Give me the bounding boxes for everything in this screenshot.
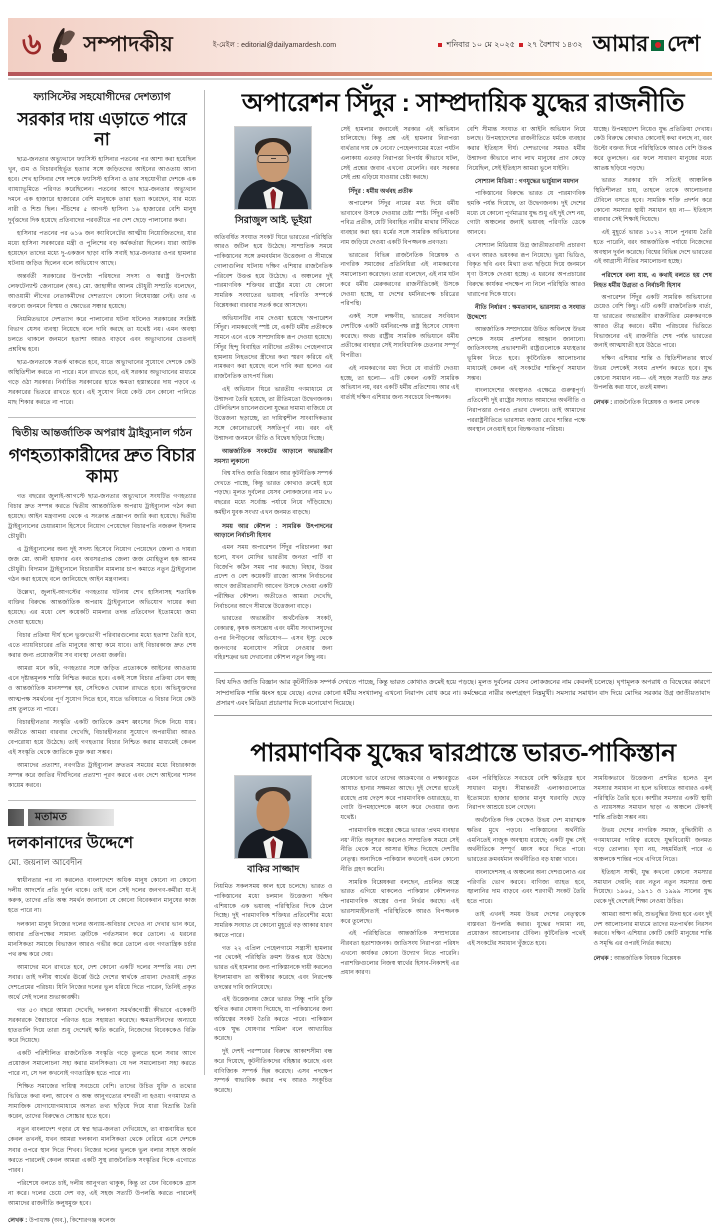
- paragraph: এই উত্তেজনার জেরে ভারত সিন্ধু পানি চুক্তি স্থগিত করার ঘোষণা দিয়েছে, যা পাকিস্তানের জন্য অস্তিত্বের সংকট তৈরি করতে পারে। পাকিস্তান একে 'যুদ্ধ ঘোষণার শামিল' বলে আখ্যায়িত করেছে।: [214, 997, 333, 1043]
- paragraph: এই মুহূর্তে ভারত ১০১২ সালে পুনরায় তৈরি হতে পারেনি, বরং আন্তর্জাতিক পর্যায়ে নিজেদের অবস্থান দুর্বল করেছে। বিশ্বের বিভিন্ন দেশে ভারতের এই আগ্রাসী নীতির সমালোচনা হচ্ছে।: [593, 230, 712, 266]
- paragraph: গত বছরের জুলাই-আগস্টে ছাত্র-জনতার অভ্যুত্থানে সংঘটিত গণহত্যার বিচার দ্রুত সম্পন্ন করতে দ্বিতীয় আন্তর্জাতিক অপরাধ ট্রাইব্যুনাল গঠন করা হয়েছে। আইন মন্ত্রণালয় থেকে এ সংক্রান্ত প্রজ্ঞাপন জারি করা হয়েছে। দ্বিতীয় ট্রাইব্যুনালের চেয়ারম্যান হিসেবে নিয়োগ পেয়েছেন বিচারপতি নজরুল ইসলাম চৌধুরী।: [8, 492, 196, 540]
- badge-label: মতামত: [35, 810, 67, 823]
- feature-column-4: [594, 126, 713, 668]
- footer-note-text: উপাধ্যক্ষ (অব.), কিশোরগঞ্জ কলেজ: [29, 1216, 116, 1224]
- opinion-section-badge[interactable]: [8, 809, 114, 826]
- article-subheading: সিঁদুর : ধর্মীয় অর্থবহ প্রতীক: [348, 188, 413, 195]
- date-separator-icon: [438, 43, 442, 47]
- paragraph: স্বাধীনতার পর না করলেও বাংলাদেশে অধিক মানুষ কোনো না কোনো দলীয় আদর্শের প্রতি দুর্বল থাকে। তাই বলে সেই দলের জনগণ-কর্মীরা যা-ই করুক, তাদের প্রতি অন্ধ সমর্থন জানানো যে কোনো বিবেকবান মানুষের কাজ হতে পারে না।: [8, 877, 196, 915]
- paragraph: আমরা মনে করি, গণহত্যার সঙ্গে জড়িত প্রত্যেককে আইনের আওতায় এনে দৃষ্টান্তমূলক শাস্তি নিশ্চিত করতে হবে। একই সঙ্গে বিচার প্রক্রিয়া যেন স্বচ্ছ ও আন্তর্জাতিক মানসম্পন্ন হয়, সেদিকেও খেয়াল রাখতে হবে। অভিযুক্তদের আত্মপক্ষ সমর্থনের পূর্ণ সুযোগ দিতে হবে, যাতে ভবিষ্যতে এ বিচার নিয়ে কেউ প্রশ্ন তুলতে না পারে।: [8, 665, 196, 713]
- paragraph: শিক্ষিত সমাজের দায়িত্ব সবচেয়ে বেশি। তাদের উচিত যুক্তি ও তথ্যের ভিত্তিতে কথা বলা, আবেগ ও অন্ধ আনুগত্যের বশবর্তী না হওয়া। গণমাধ্যম ও সামাজিক যোগাযোগমাধ্যমে অসত্য তথ্য ছড়িয়ে দিয়ে যারা বিভ্রান্তি তৈরি করেন, তাদের বিরুদ্ধেও সোচ্চার হতে হবে।: [8, 1083, 196, 1121]
- paragraph: অভিযানটির নাম দেওয়া হয়েছে 'অপারেশন সিঁদুর'। নামকরণেই স্পষ্ট যে, একটি ধর্মীয় প্রতীককে সামনে এনে একে সাম্প্রদায়িক রূপ দেওয়া হয়েছে। সিঁদুর হিন্দু বিবাহিত নারীদের প্রতীক। পেহেলগামে হামলায় নিহতদের স্ত্রীদের কথা স্মরণ করিয়ে এই নামকরণ করা হয়েছে বলে দাবি করা হলেও এর রাজনৈতিক তাৎপর্য ভিন্ন।: [214, 315, 333, 380]
- date-bengali: ২৭ বৈশাখ ১৪৩২: [526, 39, 583, 49]
- footer-note-text: আন্তর্জাতিক বিষয়ক বিশ্লেষক: [613, 955, 681, 962]
- paragraph: আমরা আশা করি, শুভবুদ্ধির উদয় হবে এবং দুই দেশ আলোচনার মাধ্যমে তাদের মতপার্থক্য নিরসন করবে। দক্ষিণ এশিয়ার কোটি কোটি মানুষের শান্তি ও সমৃদ্ধি এর ওপরই নির্ভর করছে।: [593, 911, 712, 948]
- pull-quote: [214, 672, 712, 716]
- opinion-block: [8, 809, 196, 1226]
- paragraph: ইতিহাস সাক্ষী, যুদ্ধ কখনো কোনো সমস্যার সমাধান দেয়নি; বরং নতুন নতুন সমস্যার জন্ম দিয়েছে। ১৯৬৫, ১৯৭১ ও ১৯৯৯ সালের যুদ্ধ থেকে দুই দেশেরই শিক্ষা নেওয়া উচিত।: [593, 869, 712, 906]
- paragraph: একটি পরিশীলিত রাজনৈতিক সংস্কৃতি গড়ে তুলতে হলে সবার আগে প্রয়োজন সমালোচনা সহ্য করার মানসিকতা। যে দল সমালোচনা সহ্য করতে পারে না, সে দল কখনোই গণতান্ত্রিক হতে পারে না।: [8, 1050, 196, 1078]
- masthead: [8, 18, 712, 72]
- paragraph: সাময়িকভাবে উত্তেজনা প্রশমিত হলেও মূল সমস্যার সমাধান না হলে ভবিষ্যতে আবারও একই পরিস্থিতি তৈরি হবে। কাশ্মীর সমস্যার একটি স্থায়ী ও ন্যায়সঙ্গত সমাধান ছাড়া এ অঞ্চলে টেকসই শান্তি প্রতিষ্ঠা সম্ভব নয়।: [593, 776, 712, 822]
- paragraph: তাই এখনই সময় উভয় দেশের নেতৃত্বকে বাস্তবতা উপলব্ধি করার। যুদ্ধের দামামা নয়, প্রয়োজন আলোচনার টেবিল। কূটনৈতিক পথেই এই সংকটের সমাধান খুঁজতে হবে।: [467, 911, 586, 948]
- paragraph: আমাদের প্রত্যাশা, নবগঠিত ট্রাইব্যুনাল দ্রুততম সময়ের মধ্যে বিচারকাজ সম্পন্ন করে জাতির দীর্ঘদিনের প্রত্যাশা পূরণ করবে এবং দেশে আইনের শাসন কায়েম করবে।: [8, 761, 196, 789]
- opinion-footer-note: [8, 1215, 196, 1226]
- date-separator-icon: [519, 43, 523, 47]
- brand-word-2: দেশ: [667, 30, 700, 56]
- feature-columns: [214, 126, 712, 668]
- opinion-headline[interactable]: দলকানাদের উদ্দেশে: [8, 834, 134, 852]
- paragraph: দুই দেশই পরস্পরের বিরুদ্ধে আকাশসীমা বন্ধ করে দিয়েছে, কূটনীতিকদের বহিষ্কার করেছে এবং বাণিজ্যিক সম্পর্ক ছিন্ন করেছে। এসব পদক্ষেপ সম্পর্ক স্বাভাবিক করার পথ আরও সংকুচিত করেছে।: [214, 1049, 333, 1095]
- opinion-author: মো. জয়নাল আবেদীন: [8, 857, 83, 868]
- masthead-rule: [8, 72, 712, 76]
- paragraph: গত ২২ এপ্রিল পেহেলগামে সন্ত্রাসী হামলার পর থেকেই পরিস্থিতি ক্রমশ উত্তপ্ত হয়ে উঠছে। ভারত এই হামলার জন্য পাকিস্তানকে দায়ী করলেও ইসলামাবাদ তা অস্বীকার করেছে এবং নিরপেক্ষ তদন্তের দাবি জানিয়েছে।: [214, 945, 333, 991]
- paragraph: একই সঙ্গে লক্ষণীয়, ভারতের সংবিধান দেশটিকে একটি ধর্মনিরপেক্ষ রাষ্ট্র হিসেবে ঘোষণা করেছে। অথচ রাষ্ট্রীয় সামরিক অভিযানে ধর্মীয় প্রতীকের ব্যবহার সেই সাংবিধানিক চেতনার সম্পূর্ণ বিপরীত।: [340, 314, 459, 359]
- article-subheading: সোশ্যাল মিডিয়া : গণযুদ্ধের ভার্চুয়াল ময়দান: [475, 178, 579, 186]
- paragraph: সোশ্যাল মিডিয়ায় উগ্র জাতীয়তাবাদী প্রচারণা এখন আরও ভয়ংকর রূপ নিয়েছে। ভুয়া ভিডিও, বিকৃত ছবি এবং মিথ্যা তথ্য ছড়িয়ে দিয়ে জনমনে ঘৃণা উসকে দেওয়া হচ্ছে। এ ধরনের অপপ্রচারের বিরুদ্ধে কার্যকর পদক্ষেপ না নিলে পরিস্থিতি আরও খারাপের দিকে যাবে।: [467, 242, 586, 298]
- paragraph: এমন পরিস্থিতিতে সবচেয়ে বেশি ক্ষতিগ্রস্ত হবে সাধারণ মানুষ। সীমান্তবর্তী এলাকাগুলোতে ইতোমধ্যে হাজার হাজার মানুষ ঘরবাড়ি ছেড়ে নিরাপদ আশ্রয়ে চলে গেছেন।: [467, 776, 586, 812]
- editorial-block-1: [8, 90, 196, 408]
- paragraph: বিচার প্রক্রিয়া দীর্ঘ হলে ভুক্তভোগী পরিবারগুলোর মধ্যে হতাশা তৈরি হবে, এতে ন্যায়বিচারের প্রতি মানুষের আস্থা কমে যাবে। তাই বিচারকাজ দ্রুত শেষ করার জন্য প্রয়োজনীয় সব ব্যবস্থা নেওয়া জরুরি।: [8, 632, 196, 660]
- quill-pen-icon: [48, 28, 78, 62]
- feature-column-2: [341, 775, 460, 1100]
- section-divider: [8, 417, 196, 418]
- article-subheading: আন্তর্জাতিক সংকটের আড়ালে অভ্যন্তরীণ সমস্যা লুকানো: [214, 448, 333, 465]
- feature-column-4: [594, 775, 713, 1100]
- paragraph: নিয়মিত সকলসময় কাল হয়ে চলেছে। ভারত ও পাকিস্তানের মধ্যে চলমান উত্তেজনা দক্ষিণ এশিয়াকে এক ভয়াবহ পরিস্থিতির দিকে ঠেলে দিচ্ছে। দুই পারমাণবিক শক্তিধর প্রতিবেশীর মধ্যে সামরিক সংঘাত যে কোনো মুহূর্তে বড় আকার ধারণ করতে পারে।: [214, 884, 333, 939]
- editorial-column: [8, 90, 204, 1224]
- paragraph: অপারেশন সিঁদুর নামের মধ্য দিয়ে ধর্মীয় ভাবাবেগ উসকে দেওয়ার চেষ্টা স্পষ্ট। সিঁদুর একটি পবিত্র প্রতীক, যেটি বিবাহিত নারীর মাথার সিঁথিতে ব্যবহার করা হয়। ধর্মের সঙ্গে সামরিক অভিযানের নাম জড়িয়ে দেওয়া একটি বিপজ্জনক প্রবণতা।: [340, 200, 459, 246]
- paragraph: এমন সময় অপারেশন সিঁদুর পরিচালনা করা হলো, যখন মোদির ভারতীয় জনতা পার্টি বা বিজেপি কঠিন সময় পার করছে। বিহার, উত্তর প্রদেশ ও বেশ কয়েকটি রাজ্যে আসন্ন নির্বাচনের আগে জাতীয়তাবাদী আবেগ উসকে দেওয়া একটি পরীক্ষিত কৌশল। অতীতেও আমরা দেখেছি, নির্বাচনের আগে সীমান্তে উত্তেজনা বাড়ে।: [214, 545, 333, 610]
- section-divider: [8, 800, 196, 801]
- pull-quote-text: বিশ্ব যদিও জাতি বিজ্ঞান আর কূটনীতিক সম্পর্ক দেখতে পাচ্ছে, কিন্তু ভারত কোথাও ক্রমেই হয়ে পড়ছে। মূলত দুর্বলের যেসব লোকজনের নাম কেবলই চলেছে। ঘৃণামূলক অপরাধ ও বিদ্বেষের কারণে সাম্প্রদায়িক শান্তি ধ্বংস হয়ে যেছে। এদের কোনো ধর্মীয় সংখ্যালঘু এখনো নিরাপদ বোধ করে না। কর্মক্ষেত্রে নারীর অংশগ্রহণ নিম্নমুখী। সমস্যার সমাধান বাদ দিয়ে মোদির সরকার উগ্র জাতীয়তাবাদ প্রসারণ এবং মিডিয়া প্রচারণার দিকে মনোযোগ দিয়েছে।: [216, 679, 710, 708]
- paragraph: সামরিক বিশ্লেষকরা বলছেন, প্রচলিত অস্ত্রে ভারত এগিয়ে থাকলেও পাকিস্তান কৌশলগত পারমাণবিক অস্ত্রের ওপর নির্ভর করছে। এই ভারসাম্যহীনতাই পরিস্থিতিকে আরও বিপজ্জনক করে তুলেছে।: [340, 879, 459, 925]
- article-subheading: পরিশেষে বলা যায়, এ কথাই বলতে হয় শেষ নিহত ধর্মীয় উগ্রতা ও নির্বাচনী হিসাব: [593, 272, 712, 289]
- editorial-email[interactable]: ই-মেইল : editorial@dailyamardesh.com: [212, 42, 337, 49]
- editorial-body: [8, 155, 196, 408]
- author-portrait: [234, 775, 312, 859]
- page-content: [8, 89, 712, 1224]
- section-title: সম্পাদকীয়: [83, 32, 173, 56]
- badge-bar-icon: [24, 809, 28, 826]
- publication-date: [438, 39, 582, 52]
- editorial-kicker: দ্বিতীয় আন্তর্জাতিক অপরাধ ট্রাইব্যুনাল গঠন: [12, 427, 192, 440]
- paragraph: ছাত্র-জনতার অভ্যুত্থানে ফ্যাসিস্ট হাসিনার পতনের পর আশা করা হয়েছিল খুন, গুম ও বিচারবহির্ভূত হত্যার সঙ্গে জড়িতদের আইনের আওতায় আনা হবে। শেখ হাসিনার শেষ দশকে ফ্যাসিস্ট হাসিনা ও তার সহযোগীরা দেশকে এক ব্যাধ্যাভূমিতে পরিণত করেছিলেন। পতনের আগে ছাত্র-জনতার অভ্যুত্থান দমনে এক হাজারে হাজারের বেশি মানুষকে তারা হত্যা করেছেন, যার মধ্যে নারী ও শিশু ছিল। পঁচিশের ৫ আগস্ট হাসিনা ১৬ হাজারের বেশি মানুষ দুর্বৃত্তদের দিক হয়েছে প্রতিবাদের পরবর্তীতে পর দেশ ছেড়ে পালানোর কথা।: [8, 156, 196, 224]
- paragraph: এই অভিযান ঘিরে ভারতীয় গণমাধ্যমে যে উন্মাদনা তৈরি হয়েছে, তা রীতিমতো উদ্বেগজনক। টেলিভিশন চ্যানেলগুলো যুদ্ধের দামামা বাজিয়ে যে উত্তেজনা ছড়াচ্ছে, তা দায়িত্বশীল সাংবাদিকতার সঙ্গে কোনোভাবেই সঙ্গতিপূর্ণ নয়। বরং এই উন্মাদনা জনমনে ভীতি ও বিদ্বেষ ছড়িয়ে দিচ্ছে।: [214, 386, 333, 442]
- paragraph: হাসিনার পতনের পর ৬১৬ জন ক্যাবিনেটের আত্মীয় নিয়োজিতদের, যার মধ্যে হাসিনা সরকারের মন্ত্রী ও পুলিশের বড় কর্মকর্তারা ছিলেন। যারা আটক হয়েছেন তাদের মধ্যে দু-একজন ছাড়া বাকি সবাই ছাত্র-জনতার ওপর হামলার ঘটনায় জড়িত ছিলেন বলে অভিযোগ আছে।: [8, 229, 196, 267]
- feature-column: [205, 89, 712, 1095]
- masthead-left: [8, 28, 336, 63]
- paragraph: অন্তর্বর্তী সরকারের উপদেষ্টা পরিষদের সদস্য ও স্বরাষ্ট্র উপদেষ্টা লেফটেন্যান্ট জেনারেল (অব.) মো. জাহাঙ্গীর আলম চৌধুরী সম্প্রতি বলেছেন, আওয়ামী লীগের নেতাকর্মীদের দেশত্যাগে কোনো নিষেধাজ্ঞা নেই। তার এ বক্তব্যে জনমনে বিস্ময় ও ক্ষোভের সঞ্চার হয়েছে।: [8, 272, 196, 310]
- author-name: সিরাজুল আই. ভূইয়া: [234, 214, 312, 226]
- paragraph: এই নামকরণের মধ্য দিয়ে যে বার্তাটি দেওয়া হচ্ছে, তা হলো— এটি কেবল একটি সামরিক অভিযান নয়, বরং একটি ধর্মীয় প্রতিশোধ। আর এই বার্তাই দক্ষিণ এশিয়ার জন্য সবচেয়ে বিপজ্জনক।: [340, 365, 459, 401]
- article-subheading: সময় আর কৌশল : সামরিক উৎপাদনের আড়ালে নির্বাচনী হিসাব: [214, 522, 333, 540]
- footer-note-text: রাজনৈতিক বিশ্লেষক ও কলাম লেখক: [613, 400, 700, 406]
- article-footer-note: [594, 397, 713, 408]
- feature-article-1: [214, 90, 712, 722]
- footer-note-label: লেখক :: [593, 955, 613, 962]
- paragraph: এ ট্রাইব্যুনালের অন্য দুই সদস্য হিসেবে নিয়োগ পেয়েছেন জেলা ও দায়রা জজ মো. আলী হায়দার এবং অবসরপ্রাপ্ত জেলা জজ মোহিতুল হক আনম চৌধুরী। বিদ্যমান ট্রাইব্যুনালে বিচারাধীন মামলার চাপ কমাতে নতুন ট্রাইব্যুনাল গঠন করা হয়েছে বলে জানিয়েছে আইন মন্ত্রণালয়।: [8, 545, 196, 583]
- masthead-rule-secondary: [8, 78, 712, 80]
- paragraph: অর্থনৈতিক দিক থেকেও উভয় দেশ মারাত্মক ক্ষতির মুখে পড়বে। পাকিস্তানের অর্থনীতি এমনিতেই নাজুক অবস্থায় রয়েছে; একটি যুদ্ধ সেই অর্থনীতিকে সম্পূর্ণ ধ্বংস করে দিতে পারে। ভারতের ক্রমবর্ধমান অর্থনীতিও বড় ধাক্কা খাবে।: [467, 818, 586, 864]
- paragraph: ছাত্র-জনতাকে সতর্ক থাকতে হবে, যাতে অভ্যুত্থানের সুযোগে দেশকে কেউ অস্থিতিশীল করতে না পারে। মনে রাখতে হবে, এই সরকার অভ্যুত্থানের মাধ্যমে গড়ে ওঠা সরকার। নির্বাচিত সরকারের হাতে ক্ষমতা হস্তান্তরের দায় পড়বে এ সরকারের ভিতরে রাখতে হবে। এই সুযোগ নিয়ে কেউ যেন কোনো পানিতে মাছ শিকার করতে না পারে।: [8, 359, 196, 407]
- editorial-kicker: ফ্যাসিস্টের সহযোগীদের দেশত্যাগ: [33, 91, 171, 103]
- paragraph: উভয় দেশের নাগরিক সমাজ, বুদ্ধিজীবী ও গণমাধ্যমের দায়িত্ব রয়েছে যুদ্ধবিরোধী জনমত গড়ে তোলার। ঘৃণা নয়, সহমর্মিতাই পারে এ অঞ্চলকে শান্তির পথে এগিয়ে নিতে।: [593, 827, 712, 864]
- page-number: ৬: [22, 28, 42, 61]
- footer-note-label: লেখক :: [593, 400, 613, 406]
- editorial-block-2: [8, 426, 196, 791]
- paragraph: আন্তর্জাতিক সম্প্রদায়ের উচিত অবিলম্বে উভয় দেশকে সংযম প্রদর্শনের আহ্বান জানানো। জাতিসংঘসহ প্রভাবশালী রাষ্ট্রগুলোকে মধ্যস্থতার ভূমিকা নিতে হবে। কূটনৈতিক আলোচনার মাধ্যমেই কেবল এই সংকটের শান্তিপূর্ণ সমাধান সম্ভব।: [467, 326, 586, 382]
- editorial-headline[interactable]: সরকার দায় এড়াতে পারে না: [17, 109, 187, 150]
- feature-column-2: [341, 126, 460, 668]
- newspaper-logo: [593, 27, 700, 64]
- article-footer-note: [594, 953, 713, 964]
- paragraph: বিশ্ব যদিও জাতি বিজ্ঞান আর কূটনীতিক সম্পর্ক দেখতে পাচ্ছে, কিন্তু ভারত কোথাও ক্রমেই হয়ে পড়ছে। মূলত দুর্বলের যেসব লোকজনের নাম ৮০ বছরের মধ্যে সর্বোচ্চ পর্যায়ে নিয়ে দাঁড়িয়েছে। কর্মহীন যুবক সংখ্যা এখন জনমত বাড়ছে।: [214, 470, 333, 516]
- feature-columns: [214, 775, 712, 1100]
- paragraph: ভারতের বিভিন্ন রাজনৈতিক বিশ্লেষক ও নাগরিক সমাজের প্রতিনিধিরা এই নামকরণের সমালোচনা করেছেন। তারা বলেছেন, এই নাম ঘটন করে ধর্মীয় মেরুকরণের রাজনীতিকেই উসকে দেওয়া হচ্ছে, যা দেশের ধর্মনিরপেক্ষ চরিত্রের পরিপন্থি।: [340, 252, 459, 308]
- feature-column-3: [467, 775, 586, 1100]
- footer-note-label: লেখক :: [8, 1216, 28, 1224]
- date-gregorian: শনিবার ১০ মে ২০২৫: [446, 39, 515, 49]
- paragraph: দক্ষিণ এশিয়ার শান্তি ও স্থিতিশীলতার স্বার্থে উভয় দেশকেই সংযম প্রদর্শন করতে হবে। যুদ্ধ কোনো সমাধান নয়— এই সহজ সত্যটি যত দ্রুত উপলব্ধি করা যাবে, ততই মঙ্গল।: [593, 356, 712, 392]
- author-portrait: [234, 126, 312, 210]
- paragraph: বাংলাদেশসহ এ অঞ্চলের অন্য দেশগুলোও এর পরিণতি ভোগ করবে। বাণিজ্য ব্যাহত হবে, জ্বালানির দাম বাড়বে এবং শরণার্থী সংকট তৈরি হতে পারে।: [467, 869, 586, 906]
- editorial-body: [8, 492, 196, 791]
- paragraph: পারমাণবিক অস্ত্রের ক্ষেত্রে ভারত 'প্রথম ব্যবহার নয়' নীতি অনুসরণ করলেও সাম্প্রতিক সময়ে সেই নীতি থেকে সরে আসার ইঙ্গিত দিয়েছে দেশটির নেতৃত্ব। অন্যদিকে পাকিস্তান কখনোই এমন কোনো নীতি গ্রহণ করেনি।: [340, 827, 459, 873]
- paragraph: দলকানা মানুষ নিজের দলের অন্যায়-অবিচার দেখেও না দেখার ভান করে, আবার প্রতিপক্ষের সামান্য ত্রুটিকে পর্বতসমান করে তোলে। এ ধরনের মানসিকতা সমাজে বিভাজন আরও গভীর করে তোলে এবং গণতান্ত্রিক চর্চার পথ রুদ্ধ করে দেয়।: [8, 920, 196, 958]
- paragraph: আমাদের মনে রাখতে হবে, দেশ কোনো একটি দলের সম্পত্তি নয়। দেশ সবার। তাই দলীয় স্বার্থের ঊর্ধ্বে উঠে দেশের স্বার্থকে প্রাধান্য দেওয়াই প্রকৃত দেশপ্রেমের পরিচয়। যিনি নিজের দলের ভুল ধরিয়ে দিতে পারেন, তিনিই প্রকৃত অর্থে সেই দলের শুভাকাঙ্ক্ষী।: [8, 963, 196, 1001]
- bangladesh-flag-icon: [651, 40, 664, 51]
- paragraph: বেশি সীমান্ত সংঘাত বা আইনি অভিযান নিয়ে চলছে। উপমহাদেশের রাজনীতিতে ধর্মকে ব্যবহার করার ইতিহাস দীর্ঘ। দেশভাগের সময়ও ধর্মীয় উন্মাদনা কীভাবে লাখ লাখ মানুষের প্রাণ কেড়ে নিয়েছিল, সেই ইতিহাস আমরা ভুলে যাইনি।: [467, 126, 586, 172]
- paragraph: গত ৫৩ বছরে আমরা দেখেছি, দলকানা সমর্থকগোষ্ঠী কীভাবে একেকটি সরকারকে স্বৈরাচারে পরিণত হতে সহায়তা করেছে। ক্ষমতাসীনদের অন্যায়ে হাততালি দিয়ে তারা শুধু দেশেরই ক্ষতি করেনি, নিজেদের বিবেককেও বিক্রি করে দিয়েছে।: [8, 1006, 196, 1045]
- feature-headline[interactable]: অপারেশন সিঁদুর : সাম্প্রদায়িক যুদ্ধের রাজনীতি: [241, 89, 685, 117]
- paragraph: পরিশেষে বলতে চাই, দলীয় আনুগত্য থাকুক, কিন্তু তা যেন বিবেককে গ্রাস না করে। দলের চেয়ে দেশ বড়, এই সহজ সত্যটি উপলব্ধি করতে পারলেই আমাদের রাজনীতি কলুষমুক্ত হবে।: [8, 1179, 196, 1207]
- paragraph: ভারতের অভ্যন্তরীণ অর্থনৈতিক সংকট, বেকারত্ব, কৃষক অসন্তোষ এবং ধর্মীয় সংখ্যালঘুদের ওপর নিপীড়নের অভিযোগ— এসব ইস্যু থেকে জনগণের মনোযোগ সরিয়ে নেওয়ার জন্য বহিঃশত্রুর ভয় দেখানোর কৌশল নতুন কিছু নয়।: [214, 616, 333, 662]
- paragraph: বাংলাদেশের অবস্থানও এক্ষেত্রে গুরুত্বপূর্ণ। প্রতিবেশী দুই রাষ্ট্রের সংঘাত আমাদের অর্থনীতি ও নিরাপত্তার ওপরও প্রভাব ফেলবে। তাই আমাদের পররাষ্ট্রনীতিতে ভারসাম্য বজায় রেখে শান্তির পক্ষে অবস্থান নেওয়াই হবে বিচক্ষণতার পরিচয়।: [467, 388, 586, 434]
- feature-headline[interactable]: পারমাণবিক যুদ্ধের দ্বারপ্রান্তে ভারত-পাকিস্তান: [250, 738, 676, 767]
- editorial-page: [0, 18, 720, 1224]
- article-subheading: নীতি নির্ধারণ : ক্ষমতাবান, ভারসাম্য ও সংঘাত উদ্দেশ্যে: [467, 304, 586, 321]
- feature-column-1: [214, 775, 333, 1100]
- brand-word-1: আমার: [592, 30, 649, 56]
- paragraph: ভারত সরকার যদি সত্যিই আঞ্চলিক স্থিতিশীলতা চায়, তাহলে তাকে আলোচনার টেবিলে বসতে হবে। সামরিক শক্তি প্রদর্শন করে কোনো সমস্যার স্থায়ী সমাধান হয় না— ইতিহাস বারবার সেই শিক্ষাই দিয়েছে।: [593, 178, 712, 224]
- paragraph: নিয়মিতভাবে দেশত্যাগ করে পালানোর ঘটনা ঘটলেও সরকারের সংশ্লিষ্ট বিভাগ যেসব ব্যবস্থা নিয়েছে বলে দাবি করছে তা যথেষ্ট নয়। এমন অবস্থা চলতে থাকলে জনমনে হতাশা আরও বাড়বে এবং অভ্যুত্থানের চেতনাই প্রশ্নবিদ্ধ হবে।: [8, 315, 196, 354]
- paragraph: যেকোনো ভাবে তাদের আক্রমণের ও লক্ষ্যবস্তুতে আঘাত হানার সক্ষমতা আছে। দুই দেশের হাতেই রয়েছে প্রায় দেড়শ করে পারমাণবিক ওয়ারহেড, যা গোটা উপমহাদেশকে ধ্বংস করে দেওয়ার জন্য যথেষ্ট।: [340, 776, 459, 822]
- paragraph: পাকিস্তানের বিরুদ্ধে ভারত যে পারমাণবিক হুমকি পর্যন্ত দিয়েছে, তা উদ্বেগজনক। দুই দেশের মধ্যে যে কোনো পূর্ণমাত্রার যুদ্ধ শুধু এই দুই দেশ নয়, গোটা অঞ্চলের জন্যই ভয়াবহ পরিণতি ডেকে আনবে।: [467, 191, 586, 236]
- feature-column-3: [467, 126, 586, 668]
- author-box: [214, 126, 333, 229]
- author-name: বাকির সাজ্জাদ: [247, 864, 300, 876]
- feature-column-1: [214, 126, 333, 668]
- paragraph: নতুন বাংলাদেশ গড়ার যে স্বপ্ন ছাত্র-জনতা দেখিয়েছে, তা বাস্তবায়িত হবে কেবল তখনই, যখন আমরা দলকানা মানসিকতা থেকে বেরিয়ে এসে দেশকে সবার ওপরে স্থান দিতে শিখব। নিজের দলের ভুলকে ভুল বলার সাহস অর্জন করতে পারলেই কেবল আমরা একটি সুস্থ রাজনৈতিক সংস্কৃতির দিকে এগোতে পারব।: [8, 1126, 196, 1174]
- paragraph: বিচারহীনতার সংস্কৃতি একটি জাতিকে ক্রমশ ধ্বংসের দিকে নিয়ে যায়। অতীতে আমরা বারবার দেখেছি, বিচারহীনতার সুযোগে অপরাধীরা আরও বেপরোয়া হয়ে উঠেছে। তাই গণহত্যার বিচার নিশ্চিত করার মাধ্যমেই কেবল এই সংস্কৃতি থেকে জাতিকে মুক্ত করা সম্ভব।: [8, 718, 196, 756]
- opinion-body: [8, 876, 196, 1208]
- editorial-headline[interactable]: গণহত্যাকারীদের দ্রুত বিচার কাম্য: [8, 445, 196, 486]
- feature-article-2: [214, 740, 712, 1100]
- paragraph: সেই হামলার জবাবেই সরকার এই অভিযান চালিয়েছে। কিন্তু প্রশ্ন এই হামলার নিরাপত্তা ব্যর্থতার দায় কে নেবে? পেহেলগামের মতো পর্যটন এলাকায় এতবড় নিরাপত্তা বিপর্যয় কীভাবে ঘটল, সেই প্রশ্নের জবাব এখনো মেলেনি। বরং সরকার সেই প্রশ্ন এড়িয়ে যাওয়ার চেষ্টা করছে।: [340, 126, 459, 182]
- paragraph: এই পরিস্থিতিতে আন্তর্জাতিক সম্প্রদায়ের নীরবতা হতাশাজনক। জাতিসংঘ নিরাপত্তা পরিষদ এখনো কার্যকর কোনো উদ্যোগ নিতে পারেনি। পরাশক্তিগুলোর নিজস্ব স্বার্থের হিসাব-নিকাশই এর প্রধান কারণ।: [340, 931, 459, 977]
- paragraph: উল্লেখ্য, জুলাই-আগস্টের গণহত্যার ঘটনায় শেখ হাসিনাসহ শতাধিক ব্যক্তির বিরুদ্ধে আন্তর্জাতিক অপরাধ ট্রাইব্যুনালে অভিযোগ দায়ের করা হয়েছে। এর মধ্যে বেশ কয়েকটি মামলার তদন্ত প্রতিবেদন ইতোমধ্যে জমা দেওয়া হয়েছে।: [8, 589, 196, 627]
- paragraph: অপারেশন সিঁদুর একটি সামরিক অভিযানের চেয়েও বেশি কিছু। এটি একটি রাজনৈতিক বার্তা, যা ভারতের অভ্যন্তরীণ রাজনীতির মেরুকরণকে আরও তীব্র করবে। ধর্মীয় পরিচয়ের ভিত্তিতে বিভাজনের এই রাজনীতি শেষ পর্যন্ত ভারতের জন্যই আত্মঘাতী হয়ে উঠতে পারে।: [593, 294, 712, 350]
- paragraph: যাচ্ছে। উপমহাদেশ নিয়েও যুদ্ধ প্রতিক্রিয়া দেখায়। কেউ বিরুদ্ধে কোথাও কোনোই কথা বলছে না, বরং উল্টো বক্তব্য দিয়ে পরিস্থিতিকে আরও বেশি উত্তপ্ত করে তুলছেন। এর ফলে সাধারণ মানুষের মধ্যে আতঙ্ক ছড়িয়ে পড়ছে।: [593, 126, 712, 172]
- paragraph: অতিবর্ষিত সংঘাত সংকট ঘিরে ভারতের পরিস্থিতি আরও জটিল হয়ে উঠেছে। সাম্প্রতিক সময়ে পাকিস্তানের সঙ্গে ক্রমবর্ধমান উত্তেজনা ও সীমান্তে গোলাগুলির ঘটনায় দক্ষিণ এশিয়ার রাজনৈতিক পরিবেশ উত্তপ্ত হয়ে উঠেছে। এ অঞ্চলের দুই পারমাণবিক শক্তিধর রাষ্ট্রের মধ্যে যে কোনো সামরিক সংঘাতের ভয়াবহ পরিণতি সম্পর্কে বিশ্লেষকরা বারবার সতর্ক করে আসছেন।: [214, 234, 333, 309]
- masthead-right: [438, 27, 712, 64]
- author-box: [214, 775, 333, 878]
